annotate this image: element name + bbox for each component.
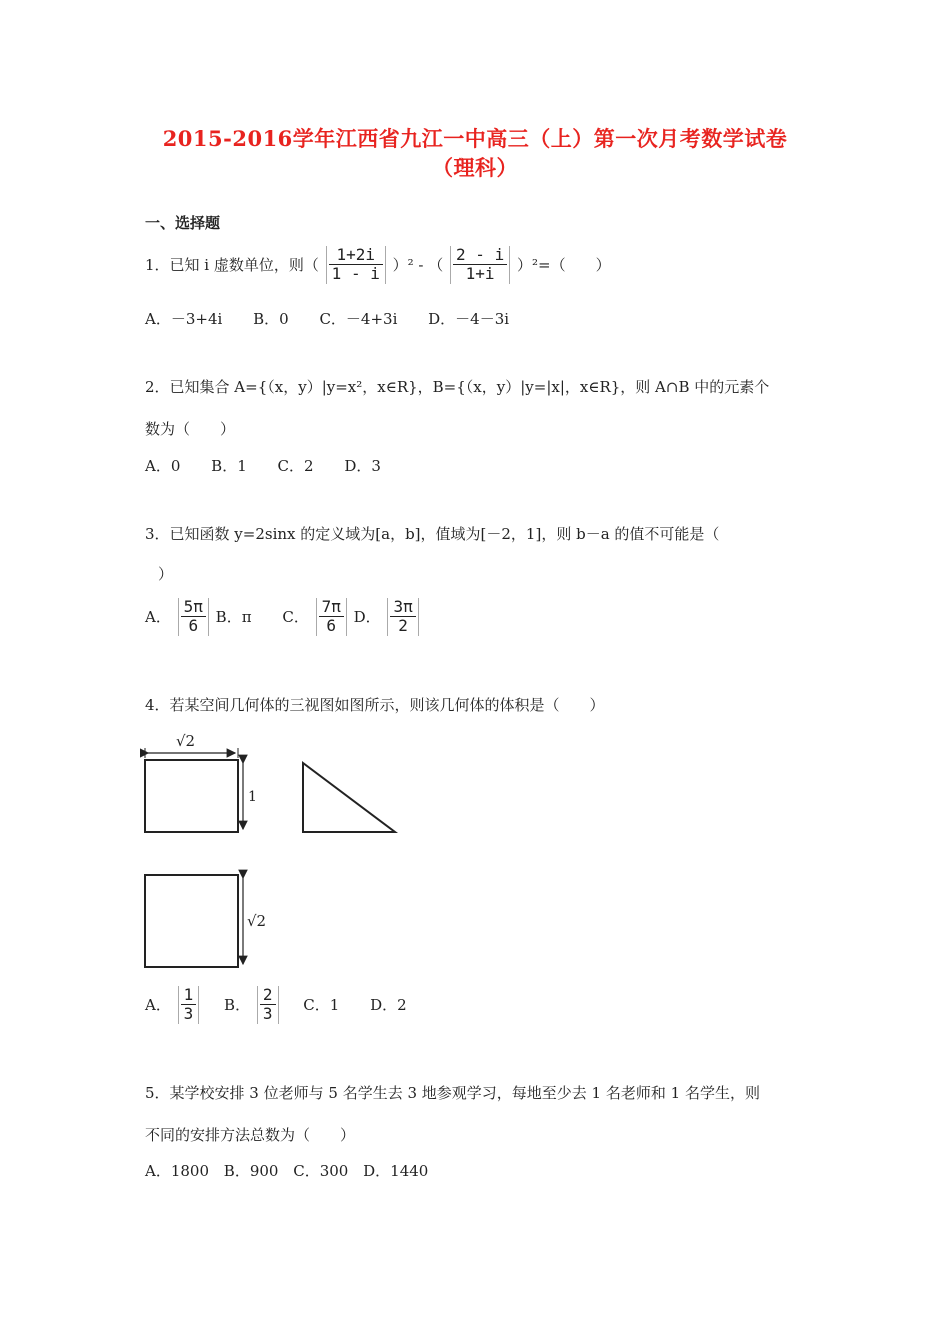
q1-frac2-numerator: 2 - i: [453, 246, 507, 265]
q3-optD-numerator: 3π: [390, 598, 415, 617]
q4-option-d: D．2: [370, 996, 407, 1015]
q3-optC-numerator: 7π: [319, 598, 344, 617]
q1-suffix: ）²=（ ）: [516, 256, 611, 275]
q5-option-b: B．900: [223, 1162, 279, 1180]
q3-optA-numerator: 5π: [181, 598, 206, 617]
q4-option-c: C．1: [303, 996, 340, 1015]
question-4-line-1: 4．若某空间几何体的三视图如图所示，则该几何体的体积是（ ）: [145, 696, 605, 714]
q1-option-b: B．0: [253, 310, 289, 328]
question-3-line-2: ）: [158, 565, 174, 583]
bottom-dimension-label: √2: [247, 912, 267, 930]
q4-option-b-fraction: [257, 986, 279, 1024]
q1-frac2-denominator: 1+i: [465, 264, 495, 284]
q3-option-c-fraction: [316, 598, 347, 636]
q2-option-b: B．1: [211, 457, 247, 475]
question-5-line-2: 不同的安排方法总数为（ ）: [145, 1126, 356, 1144]
question-3-line-1: 3．已知函数 y=2sinx 的定义域为[a，b]，值域为[－2，1]，则 b－a 的值不可能是（: [145, 525, 720, 543]
top-view-rect: [145, 875, 238, 967]
q2-option-a: A．0: [145, 457, 181, 475]
question-2-line-1: 2．已知集合 A={（x，y）|y=x²，x∈R}，B={（x，y）|y=|x|，x∈R}，则 A∩B 中的元素个: [145, 378, 770, 396]
question-1: [145, 246, 611, 284]
exam-title: 2015-2016学年江西省九江一中高三（上）第一次月考数学试卷: [162, 126, 788, 151]
q4-option-a-label: A．: [145, 996, 171, 1015]
q1-fraction-1: [326, 246, 386, 284]
three-view-diagram: [140, 728, 400, 973]
q3-option-c-label: C．: [282, 608, 309, 627]
q4-option-b-label: B．: [224, 996, 251, 1015]
q3-optA-denominator: 6: [188, 616, 199, 636]
front-view-rect: [145, 760, 238, 832]
q1-frac1-numerator: 1+2i: [329, 246, 383, 265]
q1-option-a: A．－3+4i: [145, 310, 223, 328]
q4-optB-numerator: 2: [260, 986, 276, 1005]
question-5-line-1: 5．某学校安排 3 位老师与 5 名学生去 3 地参观学习，每地至少去 1 名老师和 1 名学生，则: [145, 1084, 760, 1102]
exam-subtitle: （理科）: [432, 155, 518, 180]
q3-option-d-fraction: [387, 598, 418, 636]
q1-fraction-2: [450, 246, 510, 284]
section-heading: 一、选择题: [145, 214, 221, 232]
side-view-triangle: [303, 763, 395, 832]
top-dimension-label: √2: [176, 732, 196, 750]
q1-option-d: D．－4－3i: [428, 310, 510, 328]
q3-option-a-label: A．: [145, 608, 171, 627]
q4-option-a-fraction: [178, 986, 200, 1024]
q3-option-a-fraction: [178, 598, 209, 636]
q4-optA-denominator: 3: [183, 1004, 194, 1024]
q3-option-b: B．π: [215, 608, 252, 627]
q2-option-d: D．3: [344, 457, 381, 475]
right-dimension-label: 1: [248, 789, 257, 805]
q4-optA-numerator: 1: [181, 986, 197, 1005]
q3-optD-denominator: 2: [398, 616, 408, 636]
q1-options: [145, 308, 535, 329]
q1-option-c: C．－4+3i: [319, 310, 398, 328]
q1-frac1-denominator: 1 - i: [331, 264, 380, 284]
q5-option-c: C．300: [293, 1162, 349, 1180]
q1-prefix: 1．已知 i 虚数单位，则（: [145, 256, 319, 275]
q3-option-d-label: D．: [353, 608, 381, 627]
q1-mid: ）² - （: [392, 256, 444, 275]
q2-option-c: C．2: [277, 457, 314, 475]
q5-option-d: D．1440: [363, 1162, 429, 1180]
q5-options: [145, 1160, 428, 1181]
q5-option-a: A．1800: [145, 1162, 210, 1180]
q3-optC-denominator: 6: [326, 616, 337, 636]
q4-options: [145, 986, 407, 1024]
q3-options: [145, 598, 421, 636]
q4-optB-denominator: 3: [262, 1004, 273, 1024]
question-2-line-2: 数为（ ）: [145, 420, 236, 438]
q2-options: [145, 455, 407, 476]
